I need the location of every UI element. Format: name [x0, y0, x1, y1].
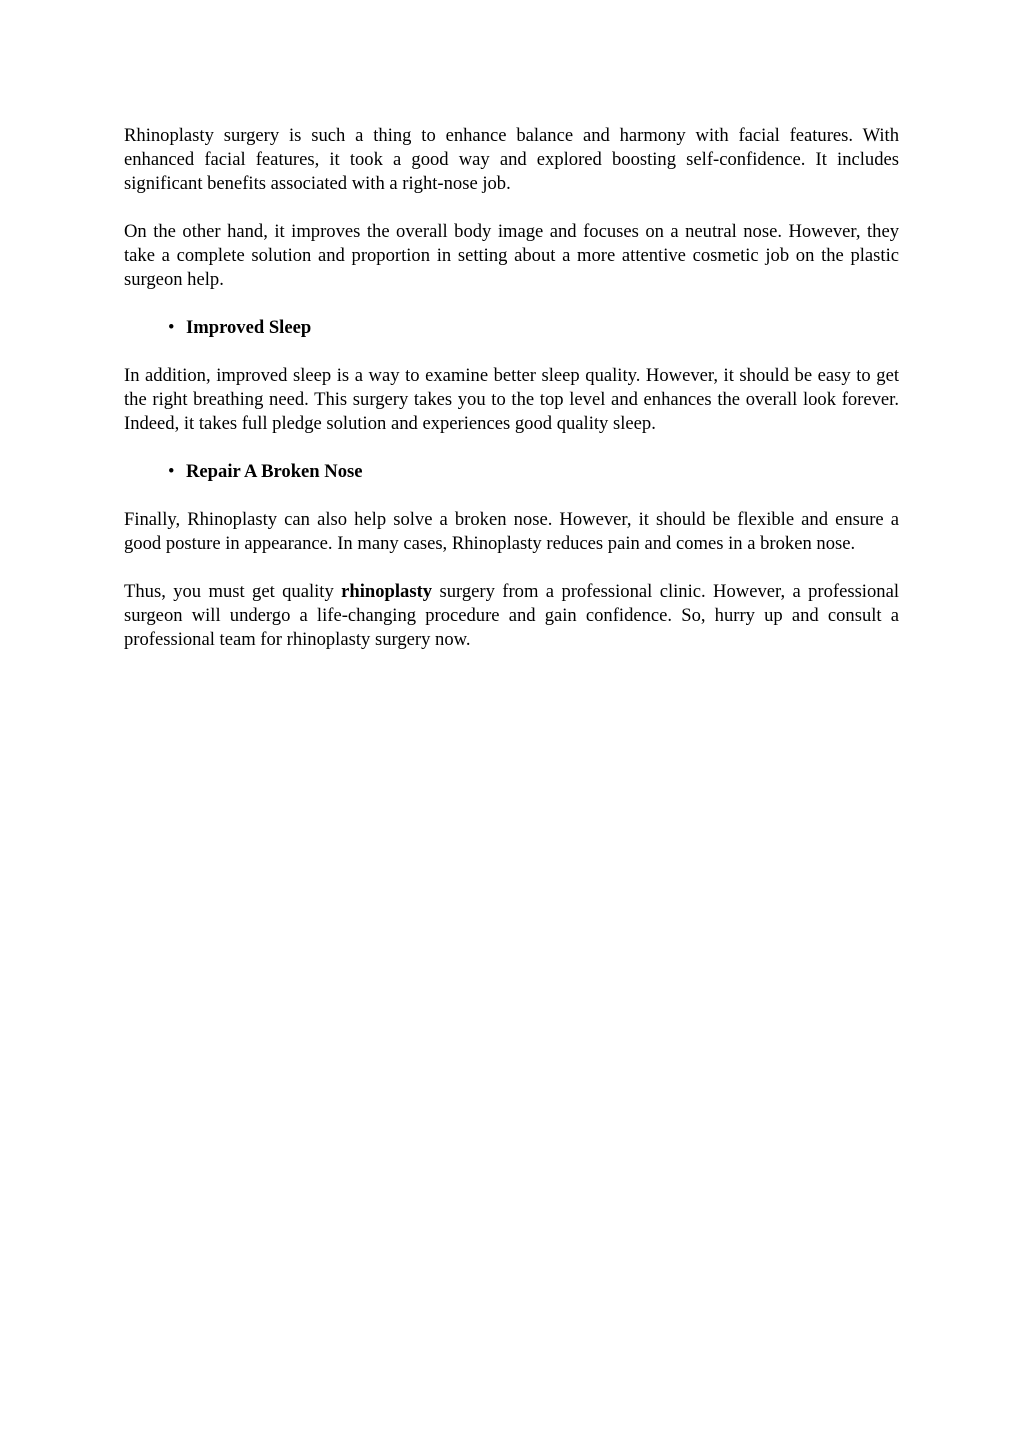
paragraph-body-image: On the other hand, it improves the overall body image and focuses on a neutral nose. However, they take a complete solution and proportion in setting about a more attentive cosmetic job on the plastic surgeon help.	[124, 221, 899, 290]
bullet-heading-broken-nose	[124, 460, 899, 484]
conclusion-text-start: Thus, you must get quality	[124, 581, 342, 602]
conclusion-keyword: rhinoplasty	[341, 581, 433, 602]
document-page	[124, 124, 899, 676]
heading-broken-nose: Repair A Broken Nose	[186, 461, 363, 482]
bullet-icon: •	[168, 317, 175, 338]
paragraph-conclusion	[124, 580, 899, 652]
bullet-heading-improved-sleep	[124, 316, 899, 340]
paragraph-intro: Rhinoplasty surgery is such a thing to enhance balance and harmony with facial features. With enhanced facial features, it took a good way and explored boosting self-confidence. It includes significant benefits associated with a right-nose job.	[124, 125, 899, 194]
bullet-icon: •	[168, 461, 175, 482]
heading-improved-sleep: Improved Sleep	[186, 317, 312, 338]
paragraph-broken-nose: Finally, Rhinoplasty can also help solve a broken nose. However, it should be flexible and ensure a good posture in appearance. In many cases, Rhinoplasty reduces pain and comes in a broken nose.	[124, 509, 899, 554]
conclusion-text-end: surgery from a professional clinic. However, a professional surgeon will undergo a life-changing procedure and gain confidence. So, hurry up and consult a professional team for rhinoplasty surgery now.	[124, 581, 899, 650]
paragraph-improved-sleep: In addition, improved sleep is a way to examine better sleep quality. However, it should be easy to get the right breathing need. This surgery takes you to the top level and enhances the overall look forever. Indeed, it takes full pledge solution and experiences good quality sleep.	[124, 365, 899, 434]
